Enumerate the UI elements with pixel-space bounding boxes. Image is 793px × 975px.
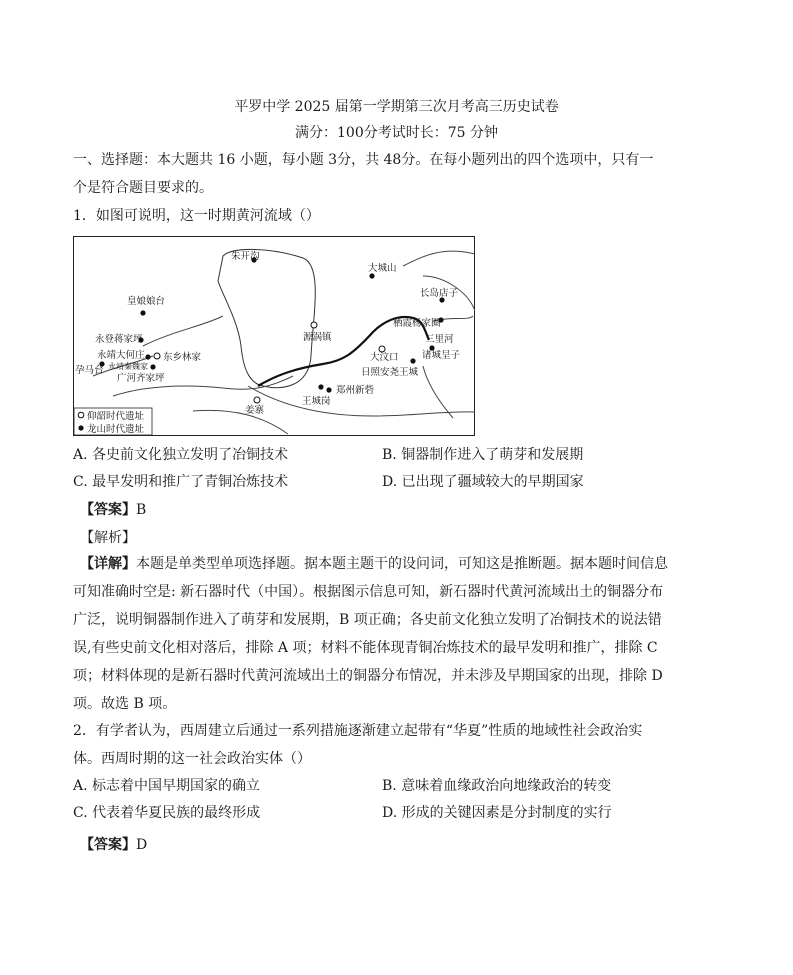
answer-label: 【答案】 bbox=[80, 502, 136, 518]
q1-option-c: C. 最早发明和推广了青铜冶炼技术 bbox=[73, 474, 289, 490]
answer-value: B bbox=[136, 502, 147, 518]
q1-option-a: A. 各史前文化独立发明了冶铜技术 bbox=[73, 447, 289, 463]
map-label-dawenkou: 大汶口 bbox=[370, 352, 399, 363]
section-heading: 一、选择题：本大题共 16 小题，每小题 3分，共 48分。在每小题列出的四个选项中，只有一个是符合题目要求的。 bbox=[73, 152, 654, 196]
map-label-yuanwozhen: 源涡镇 bbox=[303, 332, 332, 343]
map-label-dachengshan: 大城山 bbox=[368, 263, 397, 274]
detail-label: 【详解】 bbox=[80, 556, 136, 572]
q2-option-a: A. 标志着中国早期国家的确立 bbox=[73, 778, 261, 794]
question-1-stem: 1．如图可说明，这一时期黄河流域（） bbox=[73, 208, 320, 224]
exam-title: 平罗中学 2025 届第一学期第三次月考高三历史试卷 bbox=[234, 99, 559, 115]
q1-detail bbox=[73, 550, 676, 718]
map-label-guanghe-qijiaping: 广河齐家坪 bbox=[117, 373, 165, 384]
map-label-sanlihe: 三里河 bbox=[425, 334, 454, 345]
map-label-dongxiang-linjia: 东乡林家 bbox=[163, 352, 202, 363]
map-label-huangniangniangtai: 皇娘娘台 bbox=[127, 296, 166, 307]
q2-option-d: D. 形成的关键因素是分封制度的实行 bbox=[382, 805, 612, 821]
answer-value: D bbox=[136, 837, 148, 853]
exam-info: 满分：100分考试时长：75 分钟 bbox=[295, 125, 498, 141]
q1-analysis-label: 【解析】 bbox=[80, 530, 136, 546]
q1-answer bbox=[80, 499, 146, 519]
q2-option-c: C. 代表着华夏民族的最终形成 bbox=[73, 805, 261, 821]
q2-option-b: B. 意味着血缘政治向地缘政治的转变 bbox=[382, 778, 612, 794]
q1-option-d: D. 已出现了疆域较大的早期国家 bbox=[382, 474, 584, 490]
answer-label: 【答案】 bbox=[80, 837, 136, 853]
map-label-qixia-yangjiajuan: 栖霞杨家圈 bbox=[393, 318, 441, 329]
map-label-jiangzhai: 姜寨 bbox=[245, 405, 265, 416]
question-2-stem: 2．有学者认为，西周建立后通过一系列措施逐渐建立起带有“华夏”性质的地域性社会政治实体。西周时期的这一社会政治实体（） bbox=[73, 723, 643, 767]
map-label-yongjing-qinweijia: 永靖秦魏家 bbox=[108, 362, 148, 371]
q1-option-b: B. 铜器制作进入了萌芽和发展期 bbox=[382, 447, 584, 463]
legend-longshan: 龙山时代遗址 bbox=[87, 424, 145, 435]
map-label-yunmatai: 孕马台 bbox=[75, 365, 104, 376]
map-label-zhengzhou-xinzhai: 郑州新砦 bbox=[336, 385, 375, 396]
map-label-zhucheng-chengzi: 诸城呈子 bbox=[422, 350, 461, 361]
map-label-wangchenggang: 王城岗 bbox=[302, 396, 331, 407]
map-label-yongdeng-jiangjiaping: 永登蒋家坪 bbox=[95, 334, 143, 345]
q1-map-figure bbox=[73, 236, 475, 436]
map-label-zhukaigou: 朱开沟 bbox=[231, 251, 260, 262]
detail-text: 本题是单类型单项选择题。据本题主题干的设问词，可知这是推断题。据本题时间信息可知准确时空是: 新石器时代（中国）。根据图示信息可知，新石器时代黄河流域出土的铜器分布广泛，说明铜器制作进入了萌芽和发展期，B 项正确；各史前文化独立发明了冶铜技术的说法错误,有些史前文化相对落后，排除 A 项；材料不能体现青铜冶炼技术的最早发明和推广，排除 C 项；材料体现的是新石器时代黄河流域出土的铜器分布情况，并未涉及早期国家的出现，排除 D 项。故选 B 项。 bbox=[73, 556, 668, 712]
legend-yangshao: 仰韶时代遗址 bbox=[87, 411, 145, 422]
map-label-rizhao-anyaowangcheng: 日照安尧王城 bbox=[361, 367, 419, 378]
map-label-changdaodianzi: 长岛店子 bbox=[420, 288, 459, 299]
map-label-yongjing-daheizhuang: 永靖大何庄 bbox=[97, 350, 145, 361]
q2-answer bbox=[80, 834, 147, 854]
